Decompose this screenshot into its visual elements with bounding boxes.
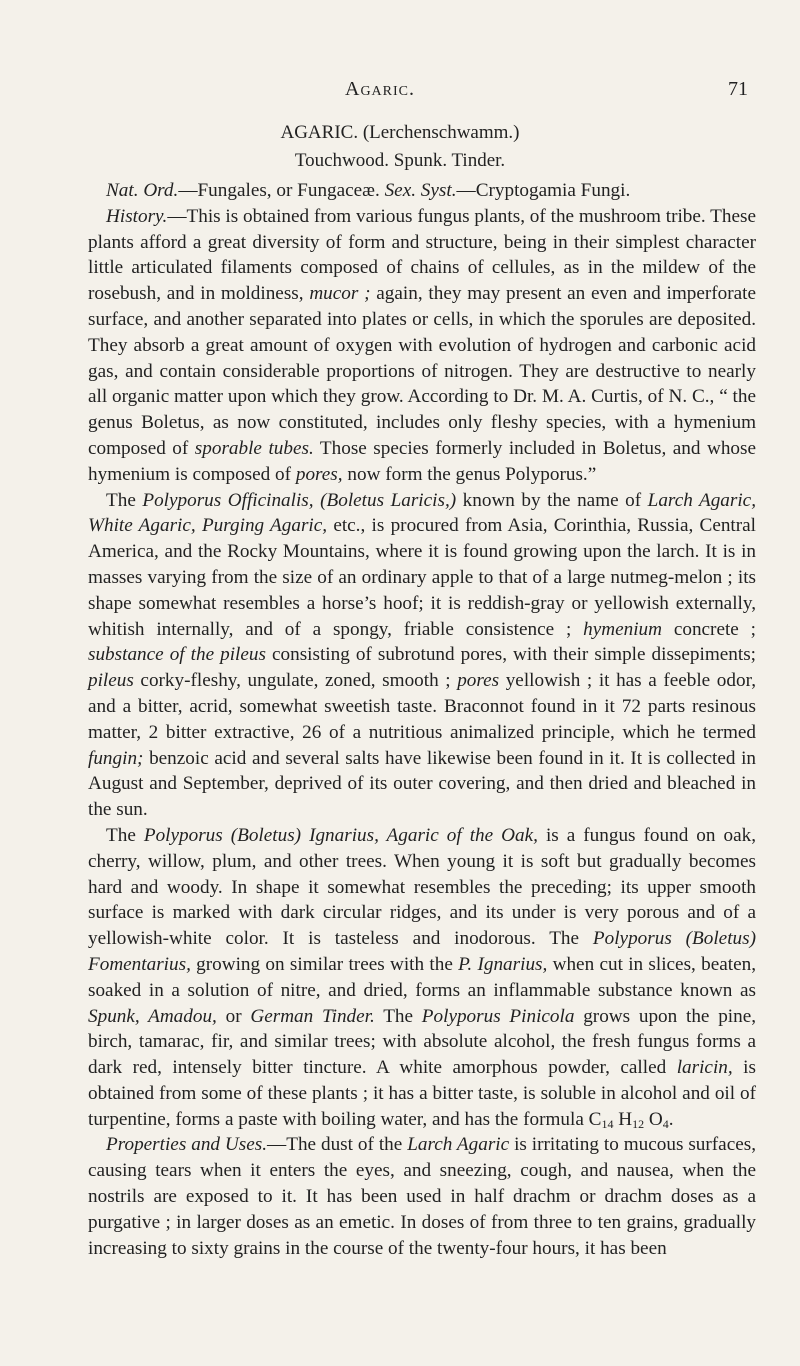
term: laricin,: [676, 1057, 733, 1079]
text: known by the name of: [456, 489, 648, 511]
species-name: Polyporus (Boletus) Ignarius, Agaric of the Oak,: [143, 824, 538, 846]
page-number: 71: [728, 78, 748, 100]
sex-syst-text: —Cryptogamia Fungi.: [456, 180, 631, 201]
term: pores: [457, 670, 500, 692]
text: is obtained from some of these plants ; it has a bitter taste, is soluble in alcohol and oil of turpentine, forms a paste with boiling water, and has the formula C: [88, 1057, 756, 1130]
species-name: Polyporus Officinalis,: [142, 489, 314, 511]
classification-line: [88, 178, 756, 204]
text: H: [613, 1108, 633, 1130]
history-text: Those species formerly included in Boletus, and whose hymenium is composed of: [88, 437, 756, 485]
history-label: History.: [106, 205, 168, 227]
common-names: Larch Agaric: [407, 1134, 510, 1156]
article-subheading: Touchwood. Spunk. Tinder.: [294, 150, 506, 171]
species-name: Polyporus Pinicola: [421, 1005, 575, 1027]
text: benzoic acid and several salts have likewise been found in it. It is collected in August and September, deprived of its outer covering, and then dried and bleached in the sun.: [88, 747, 756, 821]
text: —The dust of the: [267, 1134, 408, 1156]
species-name: Polyporus (Boletus) Fomentarius,: [88, 928, 756, 975]
text: The: [106, 824, 144, 846]
text: yellowish ; it has a feeble odor, and a bitter, acrid, somewhat sweetish taste. Braconnot found in it 72 parts resinous matter, 2 bitter extractive, 26 of a nutritious animalized principle, which he termed: [88, 670, 756, 743]
species-name: P. Ignarius,: [458, 953, 548, 975]
common-names: German Tinder.: [250, 1005, 375, 1027]
text: when cut in slices, beaten, soaked in a solution of nitre, and dried, forms an inflammable substance known as: [88, 953, 756, 1001]
common-names: Spunk, Amadou,: [88, 1005, 217, 1027]
history-text: —This is obtained from various fungus plants, of the mushroom tribe. These plants afford a great diversity of form and structure, being in their simplest character little articulated filaments composed of chains of cellules, as in the mildew of the rosebush, and in moldiness,: [88, 205, 756, 305]
formula-subscript: 4: [662, 1116, 669, 1131]
properties-paragraph: [88, 1132, 756, 1261]
term: fungin;: [88, 747, 144, 769]
text: is a fungus found on oak, cherry, willow, plum, and other trees. When young it is soft but gradually becomes hard and woody. In shape it somewhat resembles the preceding; its upper smooth surface is marked with dark circular ridges, and its under is very porous and of a yellowish-white color. It is tasteless and inodorous. The: [88, 824, 756, 950]
history-term: pores,: [295, 463, 343, 485]
properties-label: Properties and Uses.: [106, 1134, 268, 1156]
text: concrete ;: [662, 618, 756, 640]
history-text: again, they may present an even and imperforate surface, and another separated into plates or cells, in which the sporules are deposited. They absorb a great amount of oxygen with evolution of hydrogen and carbonic acid gas, and contain considerable proportions of nitrogen. They are destructive to nearly all organic matter upon which they grow. According to Dr. M. A. Curtis, of N. C., “ the genus Boletus, as now constituted, includes only fleshy species, with a hymenium composed of: [88, 283, 756, 459]
text: .: [668, 1108, 674, 1130]
text: The: [106, 489, 143, 511]
term: pileus: [88, 670, 134, 692]
nat-ord-text: —Fungales, or Fungaceæ.: [178, 180, 385, 201]
formula-subscript: 14: [601, 1116, 614, 1131]
officinalis-paragraph: [88, 488, 756, 823]
text: grows upon the pine, birch, tamarac, fir, and similar trees; with absolute alcohol, the fresh fungus forms a dark red, intensely bitter tincture. A white amorphous powder, called: [88, 1005, 757, 1079]
ignarius-paragraph: [88, 823, 756, 1133]
term: substance of the pileus: [88, 644, 266, 666]
article-body: [88, 178, 756, 1261]
text: or: [216, 1005, 251, 1027]
running-title: Agaric.: [345, 78, 416, 100]
text: growing on similar trees with the: [190, 953, 459, 975]
text: O: [644, 1108, 663, 1130]
history-text: now form the genus Polyporus.”: [342, 463, 597, 485]
text: corky-fleshy, ungulate, zoned, smooth ;: [133, 670, 458, 692]
history-term: mucor ;: [309, 283, 371, 305]
history-term: sporable tubes.: [194, 437, 314, 459]
common-names: Larch Agaric, White Agaric, Purging Agaric,: [88, 489, 756, 537]
history-paragraph: [88, 204, 756, 488]
article-heading: AGARIC. (Lerchenschwamm.): [280, 122, 520, 143]
species-synonym: (Boletus Laricis,): [320, 489, 457, 511]
term: hymenium: [583, 618, 662, 640]
text: The: [374, 1005, 422, 1027]
formula-subscript: 12: [632, 1116, 645, 1131]
sex-syst-label: Sex. Syst.: [384, 180, 457, 201]
running-head: [0, 78, 800, 106]
text: etc., is procured from Asia, Corinthia, Russia, Central America, and the Rocky Mountains, where it is found growing upon the larch. It is in masses varying from the size of an ordinary apple to that of a large nutmeg-melon ; its shape somewhat resembles a horse’s hoof; it is reddish-gray or yellowish externally, whitish internally, and of a spongy, friable consistence ;: [88, 515, 756, 640]
text: is irritating to mucous surfaces, causing tears when it enters the eyes, and sneezing, cough, and nausea, when the nostrils are exposed to it. It has been used in half drachm or drachm doses as a purgative ; in larger doses as an emetic. In doses of from three to ten grains, gradually increasing to sixty grains in the course of the twenty-four hours, it has been: [88, 1134, 756, 1259]
nat-ord-label: Nat. Ord.: [106, 180, 179, 201]
text: consisting of subrotund pores, with their simple dissepiments;: [265, 644, 757, 666]
